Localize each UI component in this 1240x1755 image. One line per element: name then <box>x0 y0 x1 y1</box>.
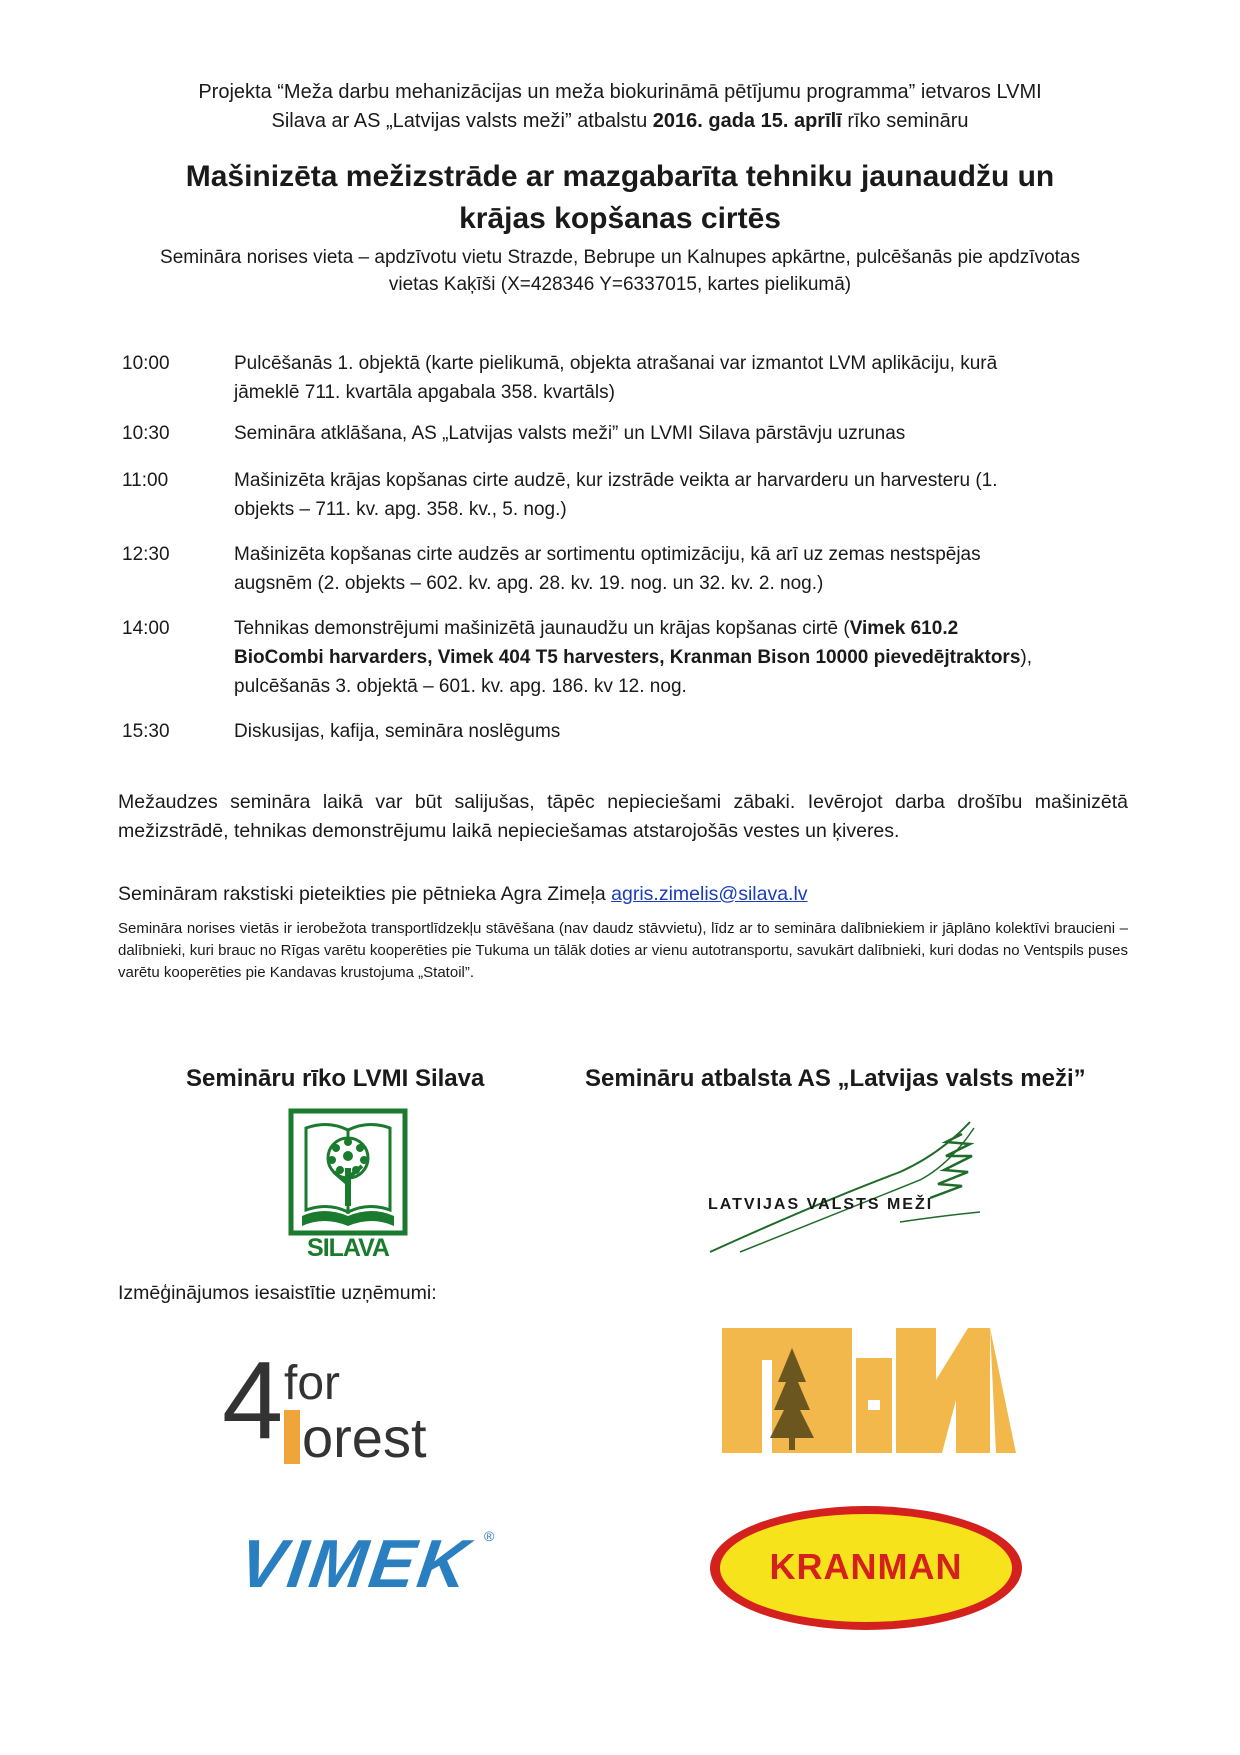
kranman-logo <box>706 1502 1026 1634</box>
schedule-desc-line: pulcēšanās 3. objektā – 601. kv. apg. 186. kv 12. nog. <box>234 676 687 697</box>
parking-note: Semināra norises vietās ir ierobežota transportlīdzekļu stāvēšana (nav daudz stāvvietu), līdz ar to semināra dalībniekiem ir jāplāno kolektīvi braucieni – dalībnieki, kuri brauc no Rīgas varētu kooperēties pie Tukuma un tālāk doties ar vienu autotransportu, savukārt dalībnieki, kuri dodas no Ventspils puses varētu kooperēties pie Kandavas krustojuma „Statoil”. <box>118 920 1128 981</box>
supporter-heading: Semināru atbalsta AS „Latvijas valsts meži” <box>585 1065 1086 1092</box>
vimek-logo <box>234 1524 510 1604</box>
intro-line-2-start: Silava ar AS „Latvijas valsts meži” atbalstu <box>271 110 653 132</box>
safety-note: Mežaudzes semināra laikā var būt salijušas, tāpēc nepieciešami zābaki. Ievērojot darba drošību mašinizētā mežizstrādē, tehnikas demonstrējumu laikā nepieciešamas atstarojošās vestes un ķiveres. <box>118 791 1128 842</box>
schedule-time: 10:30 <box>122 423 170 444</box>
schedule-desc <box>234 349 1089 407</box>
schedule-desc-text: ), <box>1020 647 1033 668</box>
event-date: 2016. gada 15. aprīlī <box>652 110 842 132</box>
schedule-desc <box>234 466 1089 524</box>
schedule-desc-line: Mašinizēta kopšanas cirte audzēs ar sortimentu optimizāciju, kā arī uz zemas nestspējas <box>234 544 981 565</box>
schedule-desc <box>234 717 1089 746</box>
machinery-bold: Vimek 610.2 <box>849 618 959 639</box>
intro-line-2-end: rīko semināru <box>841 110 969 132</box>
schedule-time: 10:00 <box>122 353 170 374</box>
title-line-2: krājas kopšanas cirtēs <box>459 202 781 235</box>
schedule-desc-line: Semināra atklāšana, AS „Latvijas valsts meži” un LVMI Silava pārstāvju uzrunas <box>234 423 906 444</box>
schedule-desc-line: Pulcēšanās 1. objektā (karte pielikumā, objekta atrašanai var izmantot LVM aplikāciju, kurā <box>234 353 998 374</box>
schedule-desc <box>234 540 1089 598</box>
signup <box>118 880 1128 909</box>
meka-logo <box>720 1320 1020 1460</box>
intro-line-2 <box>100 107 1140 136</box>
signup-text: Semināram rakstiski pieteikties pie pētnieka Agra Zimeļa <box>118 883 612 905</box>
forforest-logo <box>222 1339 492 1472</box>
machinery-bold: BioCombi harvarders, Vimek 404 T5 harvesters, Kranman Bison 10000 pievedējtraktors <box>234 647 1021 668</box>
forforest-logo-for: for <box>284 1357 341 1410</box>
schedule-desc-line <box>234 643 1089 672</box>
email-link[interactable]: agris.zimelis@silava.lv <box>611 883 808 905</box>
kranman-logo-text: KRANMAN <box>769 1546 963 1587</box>
location-line-2: vietas Kaķīši (X=428346 Y=6337015, kartes pielikumā) <box>388 274 852 295</box>
schedule-time: 15:30 <box>122 721 170 742</box>
schedule-time: 12:30 <box>122 544 170 565</box>
forforest-logo-orest: orest <box>302 1406 427 1469</box>
silava-logo-text: SILAVA <box>307 1234 389 1262</box>
lvm-logo <box>700 1112 1010 1262</box>
schedule-desc <box>234 419 1089 448</box>
schedule-desc <box>234 614 1089 701</box>
schedule-desc-line <box>234 614 1089 643</box>
location <box>100 244 1140 298</box>
title-line-1: Mašinizēta mežizstrāde ar mazgabarīta tehniku jaunaudžu un <box>185 160 1055 193</box>
schedule-time: 11:00 <box>122 470 169 491</box>
schedule-time: 14:00 <box>122 618 170 639</box>
registered-mark: ® <box>484 1528 495 1544</box>
intro-line-1: Projekta “Meža darbu mehanizācijas un meža biokurināmā pētījumu programma” ietvaros LVMI <box>198 81 1042 103</box>
schedule-desc-line: jāmeklē 711. kvartāla apgabala 358. kvartāls) <box>234 382 615 403</box>
forforest-logo-4: 4 <box>222 1339 284 1462</box>
companies-label: Izmēģinājumos iesaistītie uzņēmumi: <box>118 1282 437 1304</box>
silava-logo <box>288 1108 408 1268</box>
location-line-1: Semināra norises vieta – apdzīvotu vietu Strazde, Bebrupe un Kalnupes apkārtne, pulcēšanās pie apdzīvotas <box>160 247 1080 268</box>
page-title <box>100 156 1140 240</box>
schedule-desc-line: augsnēm (2. objekts – 602. kv. apg. 28. kv. 19. nog. un 32. kv. 2. nog.) <box>234 573 824 594</box>
intro <box>100 78 1140 136</box>
schedule-desc-line: Diskusijas, kafija, semināra noslēgums <box>234 721 561 742</box>
lvm-logo-text: LATVIJAS VALSTS MEŽI <box>708 1196 934 1213</box>
organizer-heading: Semināru rīko LVMI Silava <box>186 1065 485 1092</box>
schedule-desc-line: Mašinizēta krājas kopšanas cirte audzē, kur izstrāde veikta ar harvarderu un harvesteru (1. <box>234 470 998 491</box>
forforest-logo-f-accent <box>284 1410 300 1464</box>
vimek-logo-text: VIMEK <box>234 1526 476 1602</box>
schedule-desc-line: objekts – 711. kv. apg. 358. kv., 5. nog.) <box>234 499 567 520</box>
schedule-desc-text: Tehnikas demonstrējumi mašinizētā jaunaudžu un krājas kopšanas cirtē ( <box>234 618 850 639</box>
